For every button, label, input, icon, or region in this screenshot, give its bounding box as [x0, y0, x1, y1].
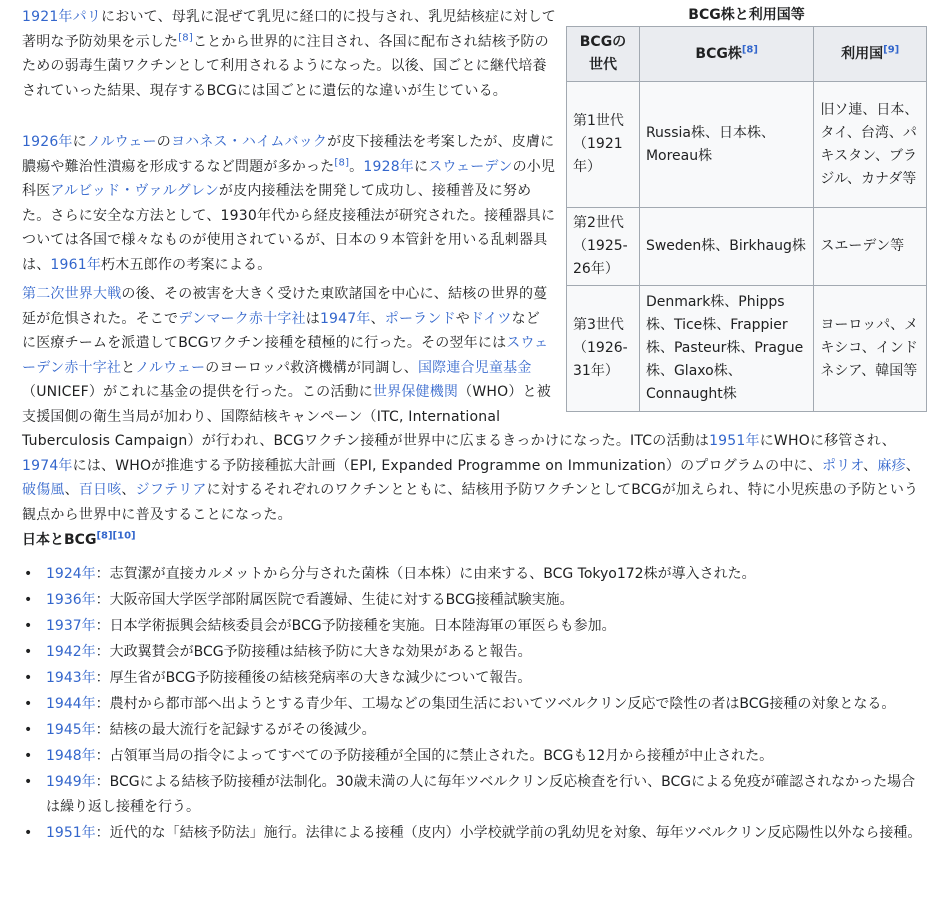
ref-link[interactable]: [8] [178, 31, 193, 43]
list-item [46, 562, 926, 587]
text: が皮下接種法を考案したが、皮膚に膿瘍や難治性潰瘍を形成するなど問題が多かった [22, 134, 555, 175]
link-tetanus[interactable]: 破傷風 [22, 482, 65, 498]
text: （UNICEF）がこれに基金の提供を行った。この活動に [22, 384, 373, 400]
text: には、WHOが推進する予防接種拡大計画（EPI, Expanded Programme on Immunization）のプログラムの中に、 [72, 457, 822, 474]
table-row [567, 208, 927, 286]
link-paris[interactable]: パリ [72, 9, 102, 25]
text: に [72, 134, 87, 150]
ref-link[interactable]: [8] [334, 156, 350, 168]
year-link[interactable]: 1937年 [46, 618, 96, 634]
header-generation: BCGの世代 [567, 27, 640, 82]
link-1926[interactable]: 1926年 [22, 134, 73, 150]
list-item-text: ：農村から都市部へ出ようとする青少年、工場などの集団生活においてツベルクリン反応で陰性の者はBCG接種の対象となる。 [95, 696, 896, 712]
text: 。 [349, 158, 364, 175]
link-poland[interactable]: ポーランド [384, 310, 456, 327]
table-cell: Russia株、日本株、Moreau株 [639, 82, 813, 208]
link-1928[interactable]: 1928年 [363, 158, 415, 175]
link-1951[interactable]: 1951年 [709, 433, 760, 449]
text: において、母乳に混ぜて乳児に経口的に投与され、乳児結核症に対して著明な予防効果を示した [22, 9, 557, 50]
text: ことから世界的に注目され、各国に配布され結核予防のための弱毒生菌ワクチンとして利用されるようになった。以後、国ごとに継代培養されていった結果、現存するBCGには国ごとに遺伝的な違いが生じている。 [22, 33, 549, 99]
ref-link[interactable]: [9] [883, 43, 900, 55]
list-item-text: ：占領軍当局の指令によってすべての予防接種が全国的に禁止された。BCGも12月から接種が中止された。 [95, 748, 774, 764]
link-who[interactable]: 世界保健機関 [372, 384, 459, 400]
link-germany[interactable]: ドイツ [469, 310, 512, 327]
list-item [46, 718, 926, 743]
list-item-text: ：厚生省がBCG予防接種後の結核発病率の大きな減少について報告。 [95, 670, 532, 686]
paragraph-injection-methods [22, 130, 557, 277]
link-1961[interactable]: 1961年 [50, 256, 102, 273]
text: の [156, 134, 171, 150]
year-link[interactable]: 1943年 [46, 670, 96, 686]
text: に対するそれぞれのワクチンとともに、結核用予防ワクチンとしてBCGが加えられ、特に小児疾患の予防という観点から世界中に普及することになった。 [22, 482, 919, 523]
year-link[interactable]: 1951年 [46, 825, 96, 841]
link-ww2[interactable]: 第二次世界大戦 [22, 286, 122, 302]
link-sweden[interactable]: スウェーデン [428, 158, 513, 175]
timeline-list [22, 562, 926, 847]
text: 、 [863, 457, 878, 474]
list-item-text: ：大政翼賛会がBCG予防接種は結核予防に大きな効果があると報告。 [95, 644, 532, 660]
year-link[interactable]: 1945年 [46, 722, 96, 738]
link-measles[interactable]: 麻疹 [877, 457, 906, 474]
list-item [46, 821, 926, 846]
text: にWHOに移管され、 [759, 433, 896, 449]
table-caption: BCG株と利用国等 [688, 7, 805, 23]
list-item-text: ：大阪帝国大学医学部附属医院で看護婦、生徒に対するBCG接種試験実施。 [95, 592, 574, 608]
table-cell: Denmark株、Phipps株、Tice株、Frappier株、Pasteur株、Prague株、Glaxo株、Connaught株 [639, 286, 813, 412]
year-link[interactable]: 1924年 [46, 566, 96, 582]
list-item-text: ：結核の最大流行を記録するがその後減少。 [95, 722, 376, 738]
text: 、 [905, 457, 920, 474]
list-item [46, 614, 926, 639]
link-norway[interactable]: ノルウェー [135, 359, 206, 376]
ref-link[interactable]: [8][10] [96, 530, 136, 542]
link-diphtheria[interactable]: ジフテリア [135, 482, 207, 498]
text: が皮内接種法を開発して成功し、接種普及に努めた。さらに安全な方法として、1930年代から経皮接種法が研究された。接種器具については各国で様々なものが使用されているが、日本の９本管針を用いる乱刺器具は、 [22, 183, 556, 273]
list-item-text: ：近代的な「結核予防法」施行。法律による接種（皮内）小学校就学前の乳幼児を対象、毎年ツベルクリン反応陽性以外なら接種。 [95, 825, 922, 841]
text: や [455, 310, 470, 327]
text: 、 [370, 310, 385, 327]
paragraph-history-1921 [22, 5, 557, 103]
text: の考案による。 [172, 256, 272, 273]
link-norway[interactable]: ノルウェー [86, 134, 157, 150]
ref-link[interactable]: [8] [741, 43, 758, 55]
link-danish-red-cross[interactable]: デンマーク赤十字社 [178, 310, 306, 327]
text: の後、その被害を大きく受けた東欧諸国を中心に、結核の世界的蔓延が危惧された。そこで [22, 286, 548, 327]
table-cell: 旧ソ連、日本、タイ、台湾、パキスタン、ブラジル、カナダ等 [814, 82, 927, 208]
text: 、 [121, 482, 136, 498]
list-item [46, 770, 926, 820]
list-item [46, 640, 926, 665]
table-cell: ヨーロッパ、メキシコ、インドネシア、韓国等 [814, 286, 927, 412]
text: （WHO）と被支援国側の衛生当局が加わり、国際結核キャンペーン（ITC, International Tuberculosis Campaign）が行われ、BCGワクチン接種が世界中に広まるきっかけになった。ITCの活動は [22, 384, 710, 449]
link-1947[interactable]: 1947年 [319, 310, 371, 327]
header-countries: 利用国[9] [814, 27, 927, 82]
text: 、 [64, 482, 79, 498]
list-item [46, 666, 926, 691]
float-spacer [554, 282, 922, 420]
year-link[interactable]: 1949年 [46, 774, 96, 790]
table-cell: 第3世代（1926-31年） [567, 286, 640, 412]
link-1974[interactable]: 1974年 [22, 457, 73, 474]
table-cell: 第1世代（1921年） [567, 82, 640, 208]
list-item [46, 692, 926, 717]
year-link[interactable]: 1944年 [46, 696, 96, 712]
link-1921[interactable]: 1921年 [22, 9, 73, 25]
paragraph-postwar [22, 282, 922, 527]
table-cell: 第2世代（1925-26年） [567, 208, 640, 286]
year-link[interactable]: 1948年 [46, 748, 96, 764]
link-swedish-red-cross[interactable]: スウェーデン赤十字社 [22, 335, 549, 376]
table-header-row [567, 27, 927, 82]
list-item [46, 588, 926, 613]
table-cell: Sweden株、Birkhaug株 [639, 208, 813, 286]
year-link[interactable]: 1942年 [46, 644, 96, 660]
list-item-text: ：BCGによる結核予防接種が法制化。30歳未満の人に毎年ツベルクリン反応検査を行い、BCGによる免疫が確認されなかった場合は繰り返し接種を行う。 [46, 774, 916, 815]
link-wallgren[interactable]: アルビッド・ヴァルグレン [50, 183, 219, 199]
list-item-text: ：志賀潔が直接カルメットから分与された菌株（日本株）に由来する、BCG Tokyo172株が導入された。 [95, 566, 756, 582]
table-cell: スエーデン等 [814, 208, 927, 286]
table-row [567, 82, 927, 208]
section-heading: 日本とBCG[8][10] [22, 530, 136, 548]
link-heimbeck[interactable]: ヨハネス・ハイムバック [170, 134, 328, 150]
text: に [414, 158, 429, 175]
year-link[interactable]: 1936年 [46, 592, 96, 608]
text: のヨーロッパ救済機構が同調し、 [205, 359, 418, 376]
list-item-text: ：日本学術振興会結核委員会がBCG予防接種を実施。日本陸海軍の軍医らも参加。 [95, 618, 616, 634]
text: の小児科医 [22, 158, 556, 199]
list-item [46, 744, 926, 769]
text: 朽木五郎作 [101, 256, 173, 273]
text: と [121, 359, 136, 376]
link-pertussis[interactable]: 百日咳 [78, 482, 122, 498]
header-strain: BCG株[8] [639, 27, 813, 82]
text: は [305, 310, 320, 327]
text: などに医療チームを派遣してBCGワクチン接種を積極的に行った。その翌年には [22, 310, 541, 351]
link-unicef[interactable]: 国際連合児童基金 [417, 359, 532, 376]
link-polio[interactable]: ポリオ [821, 457, 864, 474]
